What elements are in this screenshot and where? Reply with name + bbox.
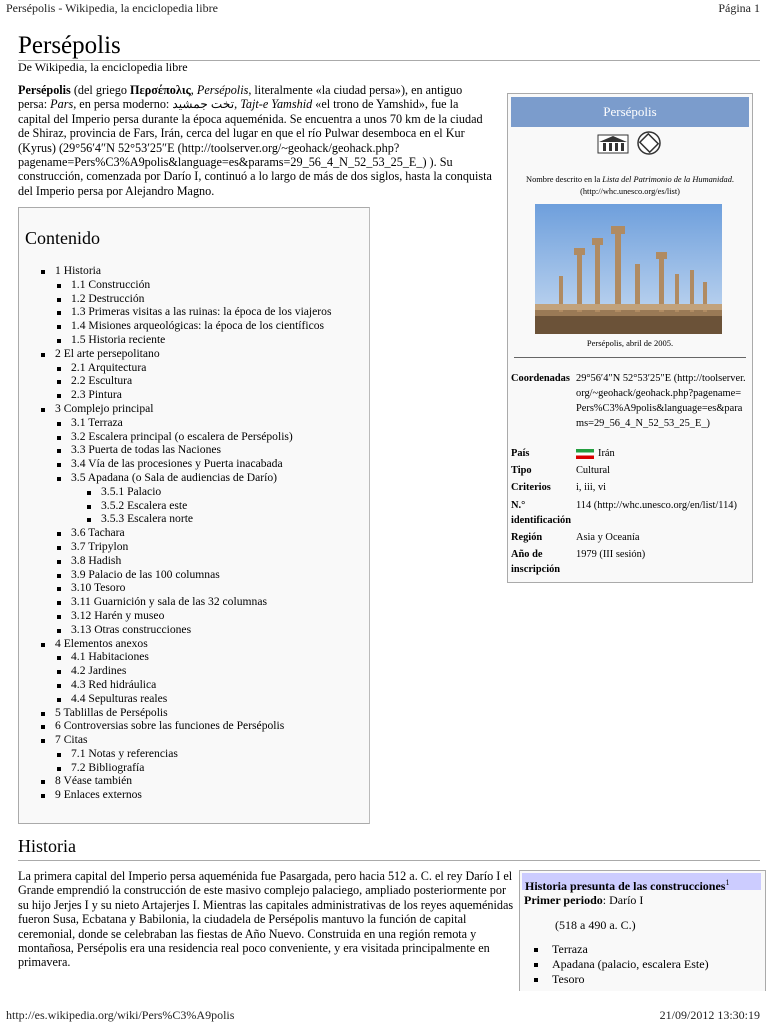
toc-item[interactable]: 6 Controversias sobre las funciones de Persépolis xyxy=(41,719,331,733)
infobox-key: Coordenadas xyxy=(511,373,570,384)
toc-list xyxy=(41,264,331,802)
table-of-contents xyxy=(18,207,370,824)
toc-item[interactable]: 3.10 Tesoro xyxy=(41,581,331,595)
infobox-key: País xyxy=(511,448,530,459)
page-title: Persépolis xyxy=(18,32,121,59)
old-persian-name: Pars xyxy=(50,97,74,112)
whl-link[interactable]: Lista del Patrimonio de la Humanidad xyxy=(602,175,732,184)
toc-item[interactable]: 1.3 Primeras visitas a las ruinas: la época de los viajeros xyxy=(41,305,331,319)
intro-paragraph xyxy=(18,83,492,198)
toc-item[interactable]: 3.9 Palacio de las 100 columnas xyxy=(41,568,331,582)
toc-item[interactable]: 3.5.2 Escalera este xyxy=(41,499,331,513)
construction-history-box xyxy=(519,870,766,991)
toc-item[interactable]: 3.1 Terraza xyxy=(41,416,331,430)
infobox-key: N.° identificación xyxy=(511,500,572,526)
infobox-key: Año de inscripción xyxy=(511,549,561,575)
toc-item[interactable]: 3.4 Vía de las procesiones y Puerta inacabada xyxy=(41,457,331,471)
toc-item[interactable]: 3.5 Apadana (o Sala de audiencias de Darío) xyxy=(41,471,331,485)
persepolis-photo xyxy=(535,204,722,334)
toc-item[interactable]: 1.4 Misiones arqueológicas: la época de los científicos xyxy=(41,319,331,333)
infobox-value: 1979 (III sesión) xyxy=(576,549,646,560)
toc-item[interactable]: 1.5 Historia reciente xyxy=(41,333,331,347)
toc-item[interactable]: 4.4 Sepulturas reales xyxy=(41,692,331,706)
infobox-key: Tipo xyxy=(511,465,532,476)
toc-item[interactable]: 4.1 Habitaciones xyxy=(41,650,331,664)
intro-lead: Persépolis xyxy=(18,83,71,97)
toc-item[interactable]: 4 Elementos anexos xyxy=(41,637,331,651)
toc-item[interactable]: 1.2 Destrucción xyxy=(41,292,331,306)
construction-item[interactable]: Tesoro xyxy=(534,972,709,987)
print-header xyxy=(0,0,768,18)
reference-link[interactable]: 1 xyxy=(725,878,730,887)
whc-id-link[interactable]: 114 (http://whc.unesco.org/en/list/114) xyxy=(576,500,737,511)
unesco-heritage-logo xyxy=(597,131,665,155)
section-heading-historia: Historia xyxy=(18,836,76,856)
intro-text: «el trono de Yamshid», fue la capital del Imperio persa durante la época aqueménida. Se encuentra a unos 70 km de la ciudad de Shiraz, provincia de Fars, Irán, cerca del lugar en que el río Pulwar desemboca en el Kur (Kyrus) (29°56′4″N 52°53′25″E (http://toolserver.org/~geohack/geohack.php?pagename=Pers%C3%A9polis&language=es&params=29_56_4_N_52_53_25_E_) ). Su construcción, comenzada por Darío I, continuó a lo largo de más de dos siglos, hasta la conquista del Imperio persa por Alejandro Magno. xyxy=(18,97,492,198)
period-value: : Darío I xyxy=(602,893,644,907)
toc-item[interactable]: 3.5.1 Palacio xyxy=(41,485,331,499)
print-header-title: Persépolis - Wikipedia, la enciclopedia libre xyxy=(6,1,218,15)
toc-item[interactable]: 2.3 Pintura xyxy=(41,388,331,402)
period-dates: (518 a 490 a. C.) xyxy=(555,918,636,932)
construction-item[interactable]: Apadana (palacio, escalera Este) xyxy=(534,957,709,972)
period-label: Primer periodo xyxy=(524,893,603,907)
toc-item[interactable]: 3.5.3 Escalera norte xyxy=(41,512,331,526)
persian-name: تخت جمشید xyxy=(172,97,235,112)
toc-item[interactable]: 7.1 Notas y referencias xyxy=(41,747,331,761)
toc-item[interactable]: 3.2 Escalera principal (o escalera de Persépolis) xyxy=(41,430,331,444)
construction-box-title xyxy=(522,873,761,893)
intro-text: , literalmente «la ciudad persa»), en antiguo persa: xyxy=(18,83,463,112)
toc-item[interactable]: 4.2 Jardines xyxy=(41,664,331,678)
infobox-key: Criterios xyxy=(511,482,551,493)
latin-name: Persépolis xyxy=(196,83,249,97)
toc-item[interactable]: 3.3 Puerta de todas las Naciones xyxy=(41,443,331,457)
box-title-text: Historia presunta de las construcciones xyxy=(525,879,726,893)
photo-caption: Persépolis, abril de 2005. xyxy=(586,338,674,348)
toc-item[interactable]: 9 Enlaces externos xyxy=(41,788,331,802)
section-divider xyxy=(18,860,760,861)
toc-item[interactable]: 3.8 Hadish xyxy=(41,554,331,568)
toc-item[interactable]: 2 El arte persepolitano xyxy=(41,347,331,361)
infobox-value: Cultural xyxy=(576,465,611,476)
toc-item[interactable]: 7 Citas xyxy=(41,733,331,747)
toc-item[interactable]: 3.12 Harén y museo xyxy=(41,609,331,623)
infobox-value: Asia y Oceanía xyxy=(576,532,640,543)
toc-item[interactable]: 7.2 Bibliografía xyxy=(41,761,331,775)
toc-item[interactable]: 3.11 Guarnición y sala de las 32 columnas xyxy=(41,595,331,609)
intro-text: , xyxy=(190,83,197,97)
toc-heading: Contenido xyxy=(25,228,100,248)
intro-text: , xyxy=(234,97,241,112)
page-number: Página 1 xyxy=(718,1,760,15)
print-footer xyxy=(0,1006,768,1024)
toc-item[interactable]: 3 Complejo principal xyxy=(41,402,331,416)
toc-item[interactable]: 1 Historia xyxy=(41,264,331,278)
intro-text: (del griego xyxy=(70,83,131,97)
caption-text: . (http://whc.unesco.org/es/list) xyxy=(580,175,734,196)
intro-text: , en persa moderno: xyxy=(73,97,173,112)
iran-flag-icon xyxy=(576,449,594,459)
infobox-key: Región xyxy=(511,532,543,543)
page-url: http://es.wikipedia.org/wiki/Pers%C3%A9polis xyxy=(6,1008,235,1022)
toc-item[interactable]: 2.2 Escultura xyxy=(41,374,331,388)
period-line xyxy=(524,893,643,908)
construction-item[interactable]: Terraza xyxy=(534,942,709,957)
greek-name: Περσέπολις xyxy=(130,83,191,97)
toc-item[interactable]: 5 Tablillas de Persépolis xyxy=(41,706,331,720)
toc-item[interactable]: 8 Véase también xyxy=(41,774,331,788)
print-timestamp: 21/09/2012 13:30:19 xyxy=(659,1008,760,1022)
coordinates-link[interactable]: 29°56′4″N 52°53′25″E (http://toolserver.org/~geohack/geohack.php?pagename=Pers%C3%A9polis&language=es&params=29_56_4_N_52_53_25_E_) xyxy=(576,373,746,429)
construction-list xyxy=(534,942,709,987)
toc-item[interactable]: 1.1 Construcción xyxy=(41,278,331,292)
infobox-whl-caption xyxy=(514,174,746,198)
infobox xyxy=(507,93,753,583)
toc-item[interactable]: 3.13 Otras construcciones xyxy=(41,623,331,637)
infobox-title: Persépolis xyxy=(511,97,749,127)
historia-paragraph: La primera capital del Imperio persa aqueménida fue Pasargada, pero hacia 512 a. C. el rey Darío I el Grande emprendió la construcción de este masivo complejo palaciego, ampliado posteriormente por su hijo Jerjes I y su nieto Artajerjes I. Mientras las capitales administrativas de los reyes aqueménidas fueron Susa, Ecbatana y Babilonia, la ciudadela de Persépolis mantuvo la función de capital ceremonial, donde se celebraban las fiestas de Año Nuevo. Construida en una región remota y montañosa, Persépolis era una residencia real poco conveniente, y era visitada principalmente en primavera. xyxy=(18,869,514,970)
transliterated-name: Tajt-e Yamshid xyxy=(240,97,313,112)
toc-item[interactable]: 4.3 Red hidráulica xyxy=(41,678,331,692)
caption-text: Nombre descrito en la xyxy=(526,175,603,184)
country-link[interactable]: Irán xyxy=(598,448,615,459)
toc-item[interactable]: 2.1 Arquitectura xyxy=(41,361,331,375)
page-subtitle: De Wikipedia, la enciclopedia libre xyxy=(18,60,188,74)
infobox-value: i, iii, vi xyxy=(576,482,607,493)
infobox-divider xyxy=(514,357,746,358)
toc-item[interactable]: 3.7 Tripylon xyxy=(41,540,331,554)
toc-item[interactable]: 3.6 Tachara xyxy=(41,526,331,540)
